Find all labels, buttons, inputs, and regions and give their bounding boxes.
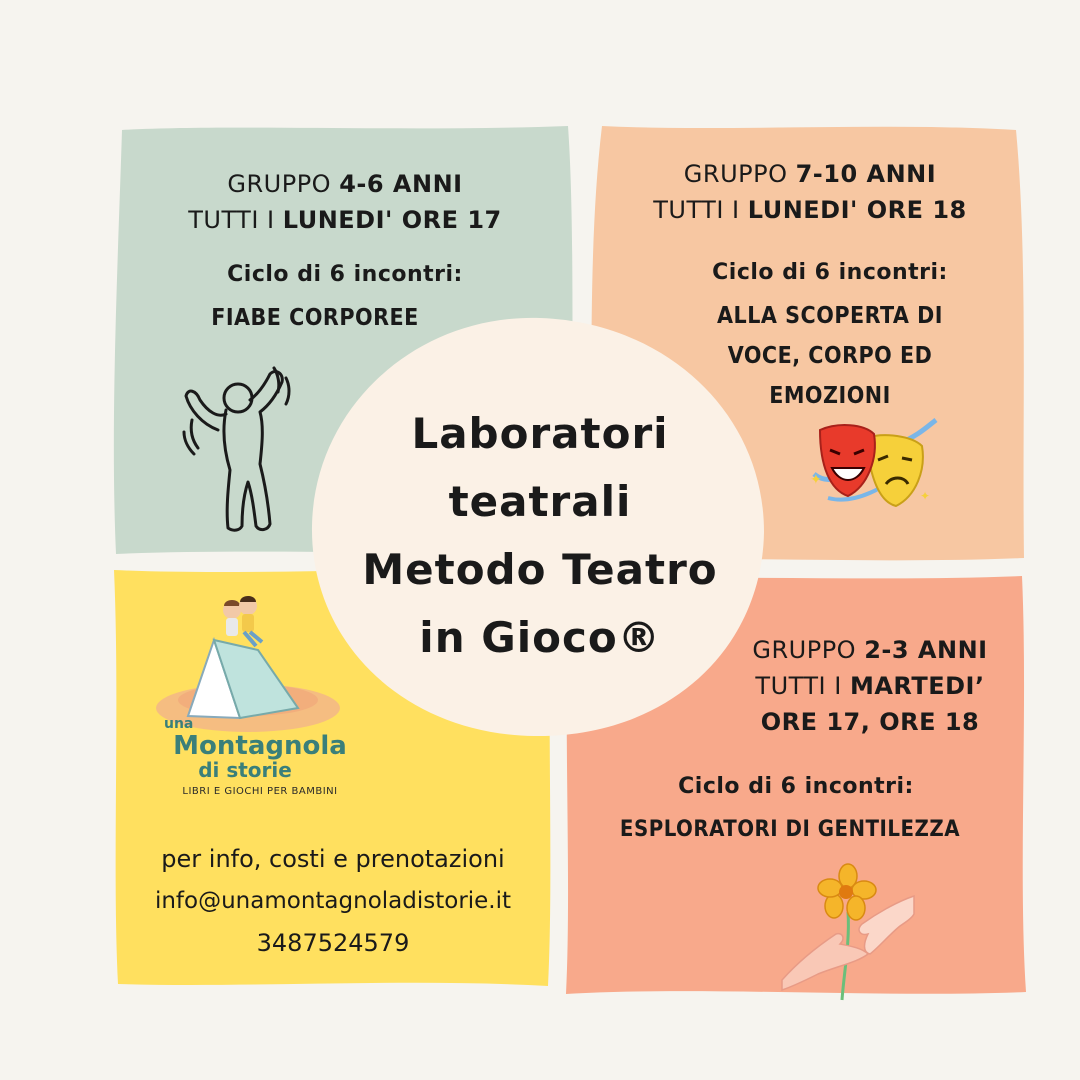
contact-email[interactable]: info@unamontagnoladistorie.it — [154, 888, 512, 914]
hands-flower-icon — [778, 862, 918, 1002]
title-line: Metodo Teatro — [362, 545, 718, 594]
schedule-label: TUTTI I MARTEDI’ — [755, 672, 985, 700]
logo-tagline: LIBRI E GIOCHI PER BAMBINI — [182, 786, 338, 797]
contact-label: per info, costi e prenotazioni — [161, 845, 505, 873]
group-7-10-title — [590, 156, 1030, 228]
group-label: GRUPPO 7-10 ANNI — [683, 160, 937, 188]
contact-phone[interactable]: 3487524579 — [256, 929, 410, 957]
group-4-6-title — [130, 166, 560, 238]
title-line: teatrali — [448, 477, 632, 526]
cycle-label: Ciclo di 6 incontri: — [227, 262, 463, 287]
topic-line: EMOZIONI — [769, 383, 891, 409]
page-title — [330, 400, 750, 672]
schedule-times: ORE 17, ORE 18 — [760, 708, 980, 736]
logo-line: una — [164, 716, 194, 732]
contact-block — [108, 838, 558, 964]
cycle-topic: ESPLORATORI DI GENTILEZZA — [619, 817, 961, 842]
schedule-label: TUTTI I LUNEDI' ORE 18 — [653, 196, 967, 224]
cycle-label: Ciclo di 6 incontri: — [712, 260, 948, 285]
group-label: GRUPPO 2-3 ANNI — [752, 636, 988, 664]
dancing-child-icon — [178, 360, 308, 540]
title-line: in Gioco® — [419, 613, 661, 662]
group-label: GRUPPO 4-6 ANNI — [227, 170, 463, 198]
title-line: Laboratori — [411, 409, 669, 458]
svg-text:✦: ✦ — [810, 472, 822, 488]
logo-line: Montagnola — [173, 731, 347, 761]
group-2-3-title — [730, 632, 1010, 740]
logo — [150, 716, 370, 797]
topic-line: ALLA SCOPERTA DI — [717, 303, 943, 329]
cycle-label: Ciclo di 6 incontri: — [678, 774, 914, 799]
schedule-label: TUTTI I LUNEDI' ORE 17 — [188, 206, 502, 234]
svg-text:✦: ✦ — [920, 489, 931, 503]
cycle-topic: FIABE CORPOREE — [211, 305, 419, 331]
logo-line: di storie — [198, 758, 292, 782]
topic-line: VOCE, CORPO ED — [727, 343, 933, 369]
theater-masks-icon — [808, 414, 940, 514]
